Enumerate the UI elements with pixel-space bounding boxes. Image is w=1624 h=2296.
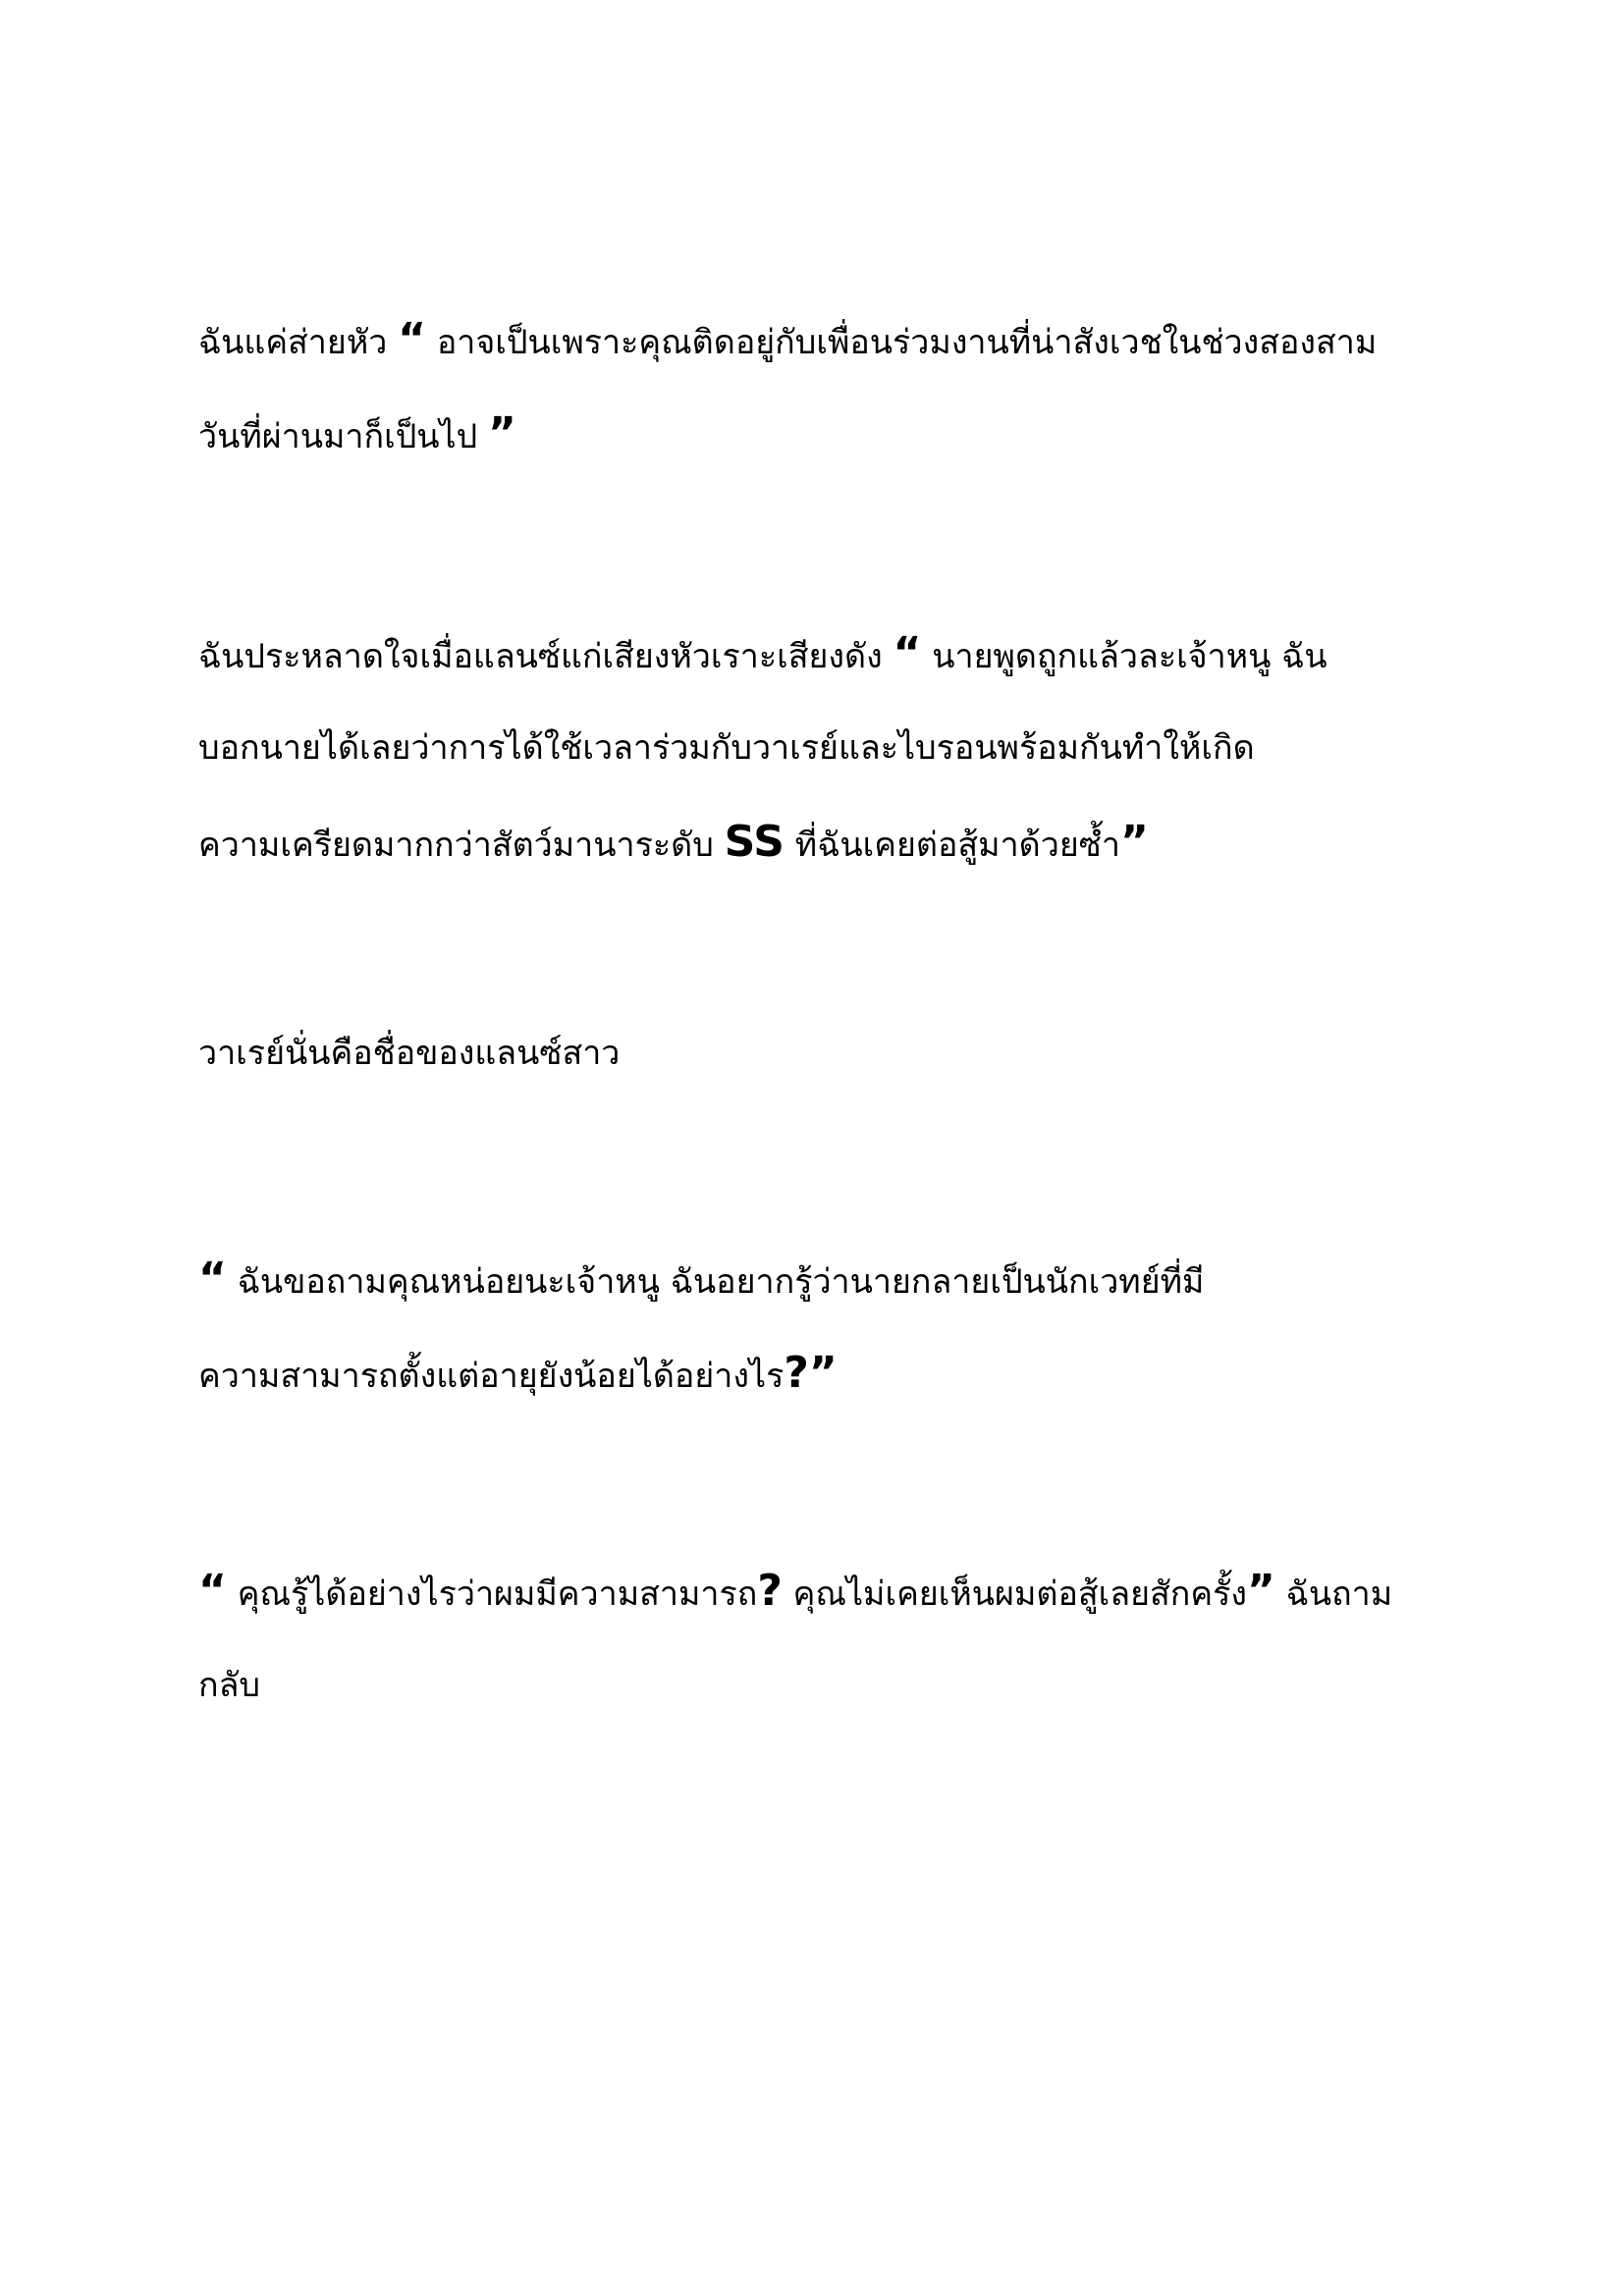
question-mark-close-quote: ?” [784, 1348, 838, 1398]
open-quote: “ [893, 628, 922, 678]
paragraph-line: บอกนายได้เลยว่าการได้ใช้เวลาร่วมกับวาเรย์และไบรอนพร้อมกันทำให้เกิด [198, 728, 1255, 768]
paragraph-3 [198, 1006, 1465, 1100]
paragraph-2 [198, 607, 1465, 889]
question-mark: ? [757, 1566, 783, 1616]
rank-text: SS [724, 817, 785, 867]
paragraph-1 [198, 293, 1465, 481]
paragraph-line: วันที่ผ่านมาก็เป็นไป ” [198, 408, 516, 458]
close-quote: ” [488, 408, 516, 458]
open-quote: “ [398, 314, 427, 364]
paragraph-line: “ คุณรู้ได้อย่างไรว่าผมมีความสามารถ? คุณไม่เคยเห็นผมต่อสู้เลยสักครั้ง” ฉันถาม [198, 1566, 1393, 1616]
paragraph-line: ฉันประหลาดใจเมื่อแลนซ์แก่เสียงหัวเราะเสียงดัง “ นายพูดถูกแล้วละเจ้าหนู ฉัน [198, 628, 1327, 678]
paragraph-line: ความเครียดมากกว่าสัตว์มานาระดับ SS ที่ฉันเคยต่อสู้มาด้วยซ้ำ” [198, 817, 1149, 867]
paragraph-4 [198, 1232, 1465, 1420]
paragraph-line: “ ฉันขอถามคุณหน่อยนะเจ้าหนู ฉันอยากรู้ว่านายกลายเป็นนักเวทย์ที่มี [198, 1254, 1205, 1304]
paragraph-line: ความสามารถตั้งแต่อายุยังน้อยได้อย่างไร?” [198, 1348, 838, 1398]
paragraph-line: ฉันแค่ส่ายหัว “ อาจเป็นเพราะคุณติดอยู่กับเพื่อนร่วมงานที่น่าสังเวชในช่วงสองสาม [198, 314, 1378, 364]
open-quote: “ [198, 1566, 227, 1616]
paragraph-5 [198, 1544, 1465, 1733]
paragraph-line: กลับ [198, 1666, 261, 1705]
paragraph-line: วาเรย์นั่นคือชื่อของแลนซ์สาว [198, 1034, 621, 1073]
open-quote: “ [198, 1254, 227, 1304]
close-quote: ” [1246, 1566, 1275, 1616]
close-quote: ” [1119, 817, 1149, 867]
